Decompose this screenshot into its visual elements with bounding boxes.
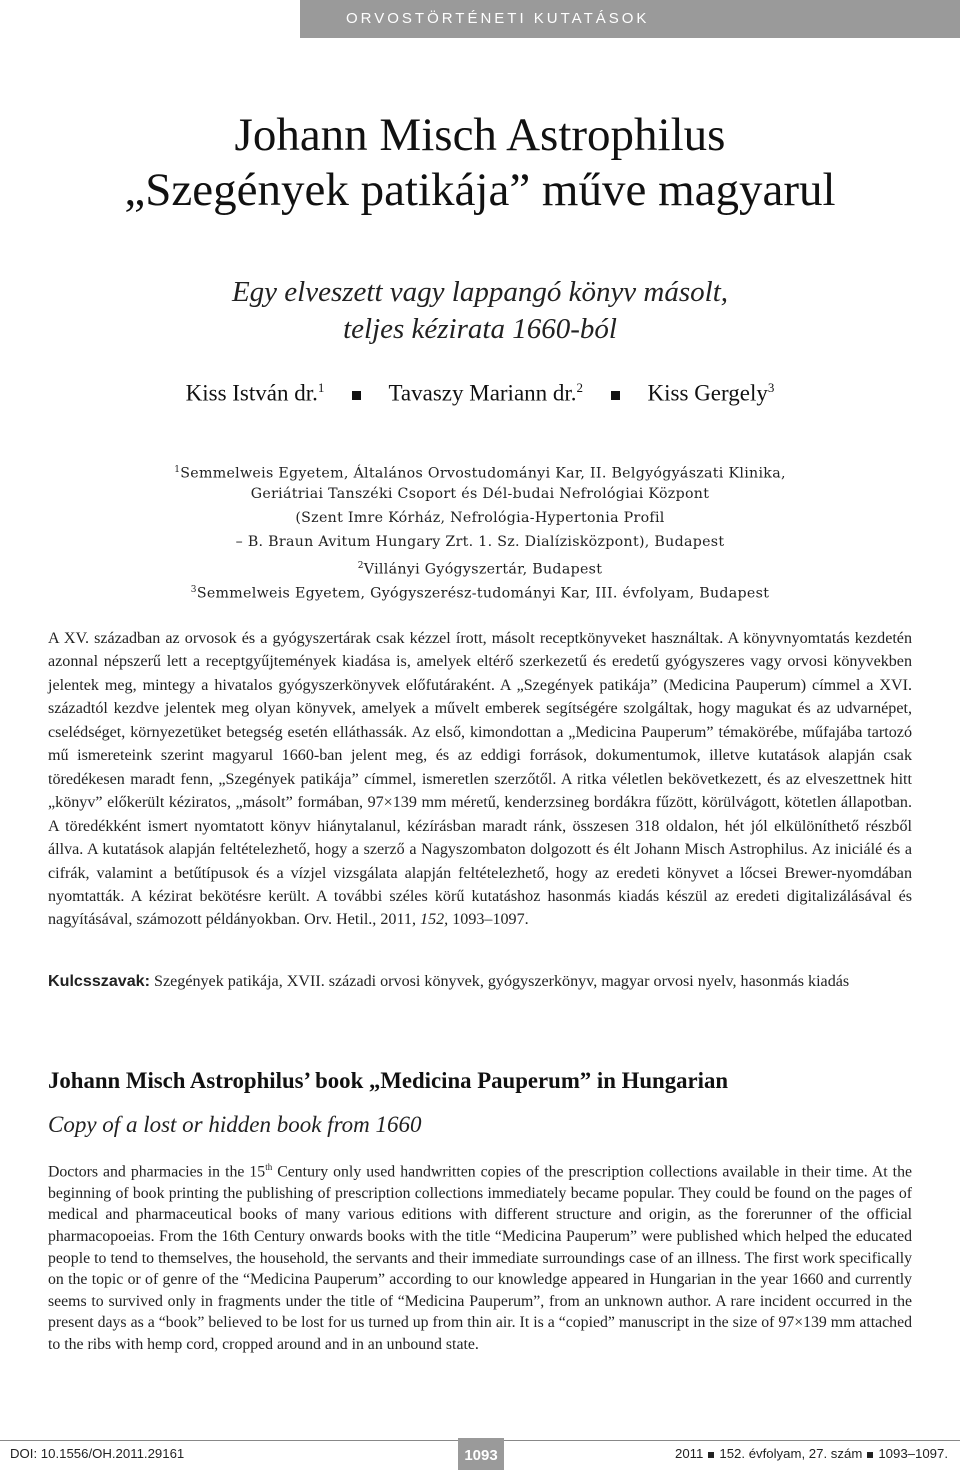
footer-citation [675,1446,948,1461]
author-sup: 1 [317,380,325,395]
abstract-body: A XV. században az orvosok és a gyógyszertárak csak kézzel írott, másolt receptkönyveket használtak. A könyvnyomtatás kezdetén azonnal népszerű lett a receptgyűjtemények kiadása is, amelyek eltérő szerkezetű és eredetű gyógyszeres vagy orvosi könyvekben jelentek meg, mintegy a hivatalos gyógyszerkönyvek előfutáraként. A „Szegények patikája” (Medicina Pauperum) címmel a XVI. századtól kezdve jelentek meg olyan könyvek, amelyek a művelt emberek segítségére szolgáltak, hogy magukat és az udvarnépet, cselédséget, környezetüket betegség esetén elláthassák. Az első, kimondottan a „Medicina Pauperum” témakörébe, műfajába tartozó mű ismereteink szerint magyarul 1660-ban jelent meg, és az eddigi források, dokumentumok, illetve kutatások alapján csak töredékesen maradt fenn, „Szegények patikája” címmel, ismeretlen szerzőtől. A ritka véletlen bekövetkezett, és az elveszettnek hitt „könyv” előkerült kéziratos, „másolt” formában, 97×139 mm méretű, kenderzsineg bordákra fűzött, körülvágott, kötetlen állapotban. A töredékként ismert nyomtatott könyv hiánytalanul, kézírásban maradt ránk, összesen 318 oldalon, hét jól elkülöníthető részből állva. A kutatások alapján feltételezhető, hogy a szerző a Nagyszombaton dolgozott és élt Johann Misch Astrophilus. Az iniciálé és a cifrák, valamint a betűtípusok és a vízjel vizsgálata alapján feltételezhető, hogy az eredeti könyvet a lőcsei Brewer-nyomdában nyomtatták. A kézirat bekötésre került. A további széles körű kutatáshoz hasonmás kiadás készül az eredeti digitalizálásával és nagyításával, számozott példányokban. Orv. Hetil., 2011, [48,630,912,929]
keywords-label: Kulcsszavak: [48,972,150,990]
affiliation-3 [0,578,960,606]
abstract-en-start: Doctors and pharmacies in the 15 [48,1163,266,1181]
affiliation-text: Villányi Gyógyszertár, Budapest [363,561,603,578]
author-sup: 2 [576,380,584,395]
abstract-hungarian [48,627,912,932]
affiliation-sup: 2 [357,561,364,571]
author-list [0,380,960,407]
footer-volume: 152. évfolyam, 27. szám [719,1446,863,1461]
square-bullet-icon [867,1452,873,1458]
author-name: Kiss Gergely [647,380,768,406]
affiliation-text: Semmelweis Egyetem, Általános Orvostudományi Kar, II. Belgyógyászati Klinika, [180,465,786,482]
title-line-2: „Szegények patikája” műve magyarul [124,164,836,216]
abstract-en-sup: th [265,1162,273,1172]
square-bullet-icon [352,391,361,400]
section-header: ORVOSTÖRTÉNETI KUTATÁSOK [300,0,960,38]
english-subtitle: Copy of a lost or hidden book from 1660 [48,1112,422,1137]
title-line-1: Johann Misch Astrophilus [234,109,726,161]
subtitle-line-1: Egy elveszett vagy lappangó könyv másolt, [231,276,729,308]
english-title: Johann Misch Astrophilus’ book „Medicina Pauperum” in Hungarian [48,1068,729,1093]
footer-pages: 1093–1097. [878,1446,948,1461]
page-number: 1093 [458,1438,504,1470]
abstract-english [48,1157,912,1356]
author-name: Tavaszy Mariann dr. [388,380,577,406]
keywords [48,970,912,994]
affiliation-sup: 1 [174,465,181,475]
affiliation-1-line-4: – B. Braun Avitum Hungary Zrt. 1. Sz. Dialízisközpont), Budapest [235,534,725,550]
footer-doi: DOI: 10.1556/OH.2011.29161 [10,1446,185,1461]
square-bullet-icon [708,1452,714,1458]
abstract-volume: 152, [420,911,449,929]
abstract-pages: 1093–1097. [452,911,529,929]
author-name: Kiss István dr. [185,380,318,406]
footer-year: 2011 [675,1446,704,1461]
keywords-text: Szegények patikája, XVII. századi orvosi könyvek, gyógyszerkönyv, magyar orvosi nyelv, hasonmás kiadás [154,973,850,990]
affiliation-1-line-2: Geriátriai Tanszéki Csoport és Dél-budai Nefrológiai Központ [250,486,710,502]
affiliation-1-line-3: (Szent Imre Kórház, Nefrológia-Hypertonia Profil [295,510,665,526]
affiliation-sup: 3 [190,585,197,595]
author-sup: 3 [767,380,775,395]
abstract-en-body: Century only used handwritten copies of the prescription collections available in their time. At the beginning of book printing the publishing of prescription collections immediately became popular. They could be found on the pages of medical and pharmaceutical books of many various editions with different structure and origin, as the forerunner of the official pharmacopoeias. From the 16th Century onwards books with the title “Medicina Pauperum” were published which helped the educated people to tend to themselves, the household, the servants and their immediate surroundings case of an illness. The first work specifically on the topic or of genre of the “Medicina Pauperum” according to our knowledge appeared in Hungarian in the year 1660 and currently seems to survived only in fragments under the title of “Medicina Pauperum”, from an unknown author. A rare incident occurred in the present days as a “book” believed to be lost for us turned up from thin air. It is a “copied” manuscript in the size of 97×139 mm attached to the ribs with hemp cord, cropped around and in an unbound state. [48,1163,912,1354]
square-bullet-icon [611,391,620,400]
subtitle-line-2: teljes kézirata 1660-ból [343,313,617,345]
affiliation-text: Semmelweis Egyetem, Gyógyszerész-tudományi Kar, III. évfolyam, Budapest [196,585,770,602]
